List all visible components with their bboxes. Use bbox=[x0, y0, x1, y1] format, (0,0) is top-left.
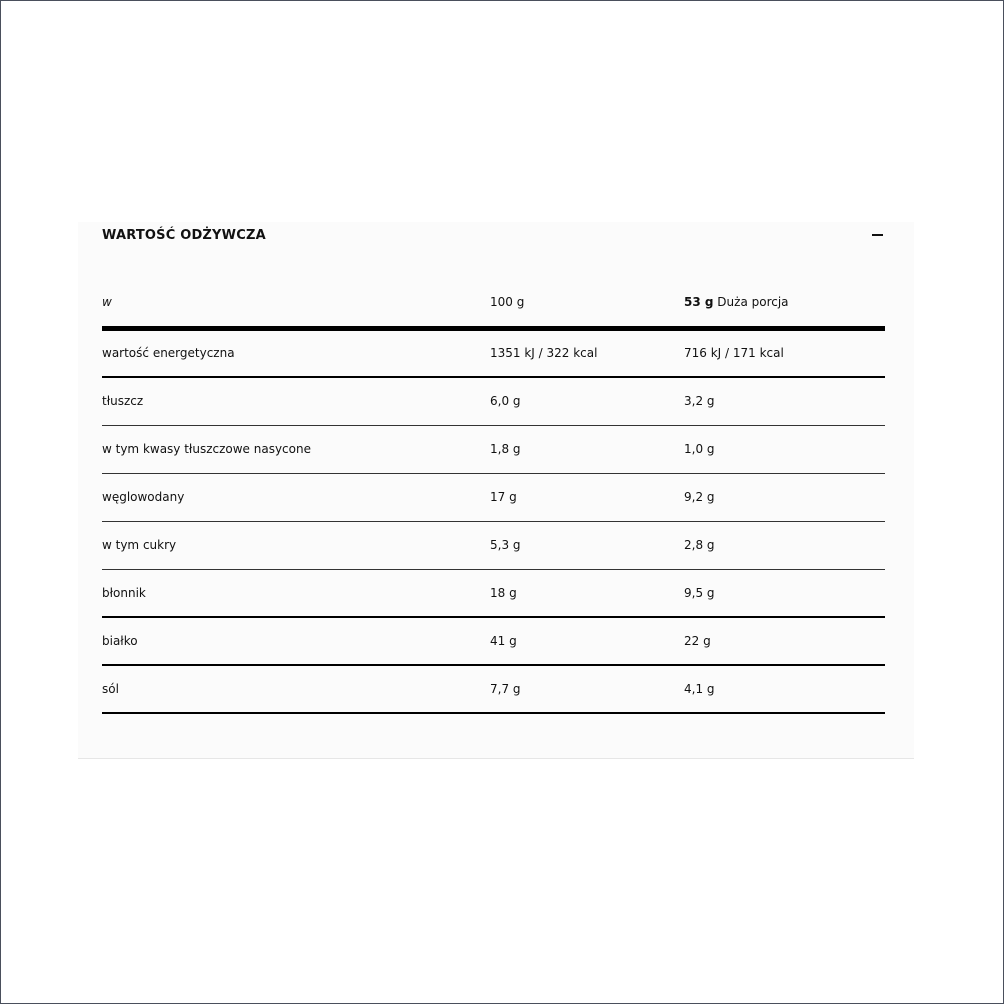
table-row bbox=[102, 617, 885, 665]
nutrient-name: sól bbox=[102, 665, 490, 713]
panel-title: WARTOŚĆ ODŻYWCZA bbox=[102, 228, 266, 243]
header-portion-amount: 53 g bbox=[684, 294, 714, 309]
nutrient-name: węglowodany bbox=[102, 473, 490, 521]
value-per-100g: 41 g bbox=[490, 617, 684, 665]
value-per-100g: 1,8 g bbox=[490, 425, 684, 473]
value-per-portion: 4,1 g bbox=[684, 665, 885, 713]
table-row bbox=[102, 425, 885, 473]
value-per-portion: 1,0 g bbox=[684, 425, 885, 473]
header-per-portion bbox=[684, 278, 885, 328]
value-per-100g: 18 g bbox=[490, 569, 684, 617]
minus-icon[interactable] bbox=[871, 227, 885, 243]
value-per-100g: 6,0 g bbox=[490, 377, 684, 425]
table-row bbox=[102, 665, 885, 713]
table-row bbox=[102, 521, 885, 569]
nutrient-name: tłuszcz bbox=[102, 377, 490, 425]
table-header-row bbox=[102, 278, 885, 328]
table-row bbox=[102, 569, 885, 617]
value-per-portion: 716 kJ / 171 kcal bbox=[684, 328, 885, 377]
value-per-portion: 9,2 g bbox=[684, 473, 885, 521]
table-row bbox=[102, 473, 885, 521]
header-per-100g: 100 g bbox=[490, 278, 684, 328]
value-per-portion: 22 g bbox=[684, 617, 885, 665]
value-per-100g: 1351 kJ / 322 kcal bbox=[490, 328, 684, 377]
panel-header[interactable] bbox=[102, 222, 885, 252]
header-unit-label: w bbox=[102, 278, 490, 328]
nutrition-panel bbox=[78, 222, 914, 759]
nutrition-table bbox=[102, 278, 885, 714]
nutrient-name: błonnik bbox=[102, 569, 490, 617]
nutrient-name: w tym kwasy tłuszczowe nasycone bbox=[102, 425, 490, 473]
value-per-100g: 17 g bbox=[490, 473, 684, 521]
table-row bbox=[102, 328, 885, 377]
nutrient-name: wartość energetyczna bbox=[102, 328, 490, 377]
value-per-100g: 7,7 g bbox=[490, 665, 684, 713]
table-row bbox=[102, 377, 885, 425]
value-per-100g: 5,3 g bbox=[490, 521, 684, 569]
value-per-portion: 2,8 g bbox=[684, 521, 885, 569]
nutrient-name: w tym cukry bbox=[102, 521, 490, 569]
value-per-portion: 3,2 g bbox=[684, 377, 885, 425]
nutrient-name: białko bbox=[102, 617, 490, 665]
header-portion-label: Duża porcja bbox=[717, 294, 789, 309]
value-per-portion: 9,5 g bbox=[684, 569, 885, 617]
